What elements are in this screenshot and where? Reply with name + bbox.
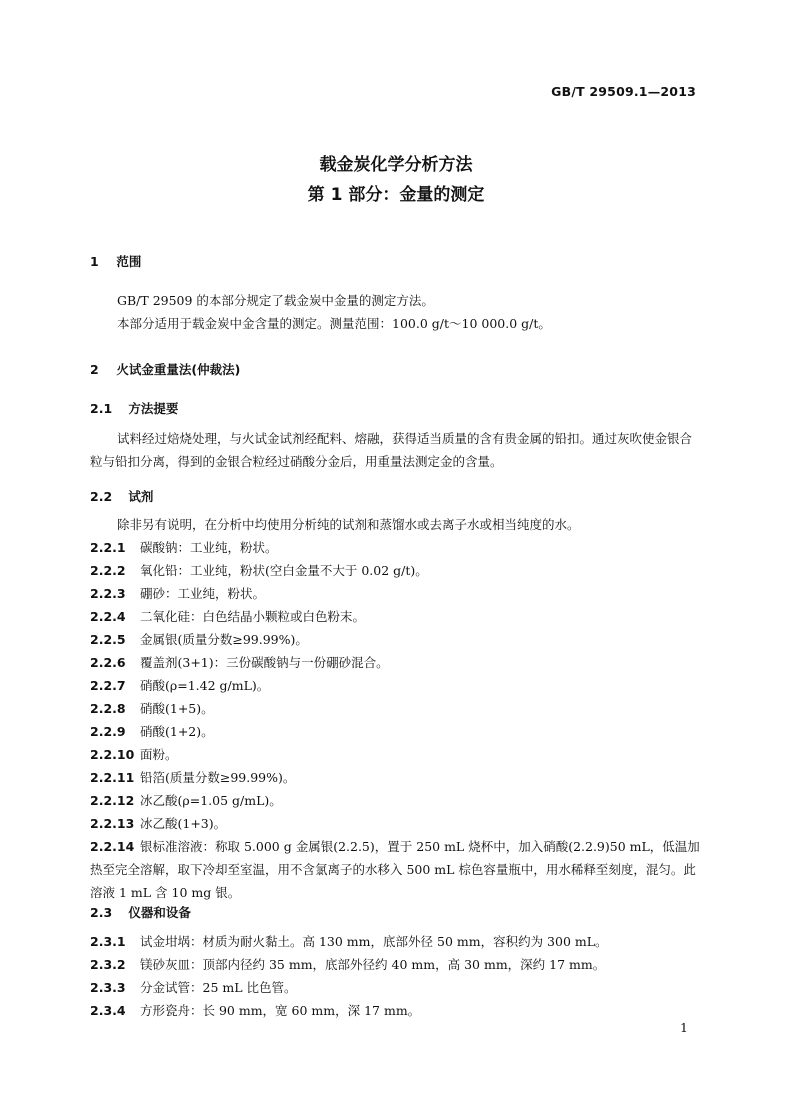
item-number: 2.2.2 (90, 563, 126, 578)
item-text: 试金坩埚：材质为耐火黏土。高 130 mm，底部外径 50 mm，容积约为 300 mL。 (140, 934, 608, 949)
reagent-item (90, 766, 702, 789)
item-text: 二氧化硅：白色结晶小颗粒或白色粉末。 (140, 609, 366, 624)
reagent-item (90, 789, 702, 812)
item-text: 冰乙酸(ρ=1.05 g/mL)。 (140, 793, 282, 808)
item-number: 2.2.4 (90, 609, 126, 624)
item-number: 2.2.8 (90, 701, 126, 716)
section-title: 试剂 (128, 489, 154, 504)
section-number: 2 (90, 362, 99, 377)
standard-code: GB/T 29509.1—2013 (551, 84, 696, 99)
item-text: 氧化铅：工业纯，粉状(空白金量不大于 0.02 g/t)。 (140, 563, 428, 578)
reagent-item (90, 697, 702, 720)
reagent-item (90, 743, 702, 766)
item-text: 冰乙酸(1+3)。 (140, 816, 227, 831)
item-number: 2.2.5 (90, 632, 126, 647)
section-title: 方法提要 (128, 401, 179, 416)
section-2-heading (90, 360, 240, 378)
equipment-item (90, 976, 702, 999)
reagent-item (90, 605, 702, 628)
reagent-item (90, 536, 702, 559)
reagent-item-silver-standard (90, 835, 702, 904)
item-number: 2.3.1 (90, 934, 126, 949)
reagent-item (90, 720, 702, 743)
item-number: 2.3.4 (90, 1003, 126, 1018)
section-number: 2.1 (90, 401, 113, 416)
item-number: 2.2.3 (90, 586, 126, 601)
method-summary-paragraph: 试料经过焙烧处理，与火试金试剂经配料、熔融，获得适当质量的含有贵金属的铅扣。通过灰吹使金银合粒与铅扣分离，得到的金银合粒经过硝酸分金后，用重量法测定金的含量。 (90, 431, 693, 469)
section-2-2-heading (90, 487, 153, 505)
item-number: 2.2.6 (90, 655, 126, 670)
item-text: 方形瓷舟：长 90 mm，宽 60 mm，深 17 mm。 (140, 1003, 421, 1018)
item-number: 2.3.2 (90, 957, 126, 972)
item-text: 硝酸(1+2)。 (140, 724, 214, 739)
section-2-1-heading (90, 399, 178, 417)
section-title: 仪器和设备 (128, 905, 191, 920)
equipment-item (90, 999, 702, 1022)
page-number: 1 (680, 1020, 688, 1035)
reagent-item (90, 651, 702, 674)
document-subtitle: 第 1 部分：金量的测定 (307, 185, 485, 205)
reagent-item (90, 582, 702, 605)
equipment-item (90, 953, 702, 976)
scope-paragraph-2: 本部分适用于载金炭中金含量的测定。测量范围：100.0 g/t～10 000.0 g/t。 (117, 316, 551, 331)
reagent-item (90, 628, 702, 651)
section-title: 范围 (116, 254, 142, 269)
section-number: 1 (90, 254, 99, 269)
item-number: 2.2.11 (90, 770, 135, 785)
section-2-3-heading (90, 903, 191, 921)
reagent-item (90, 559, 702, 582)
item-number: 2.3.3 (90, 980, 126, 995)
scope-paragraph-1: GB/T 29509 的本部分规定了载金炭中金量的测定方法。 (117, 293, 434, 308)
section-number: 2.2 (90, 489, 113, 504)
item-text: 银标准溶液：称取 5.000 g 金属银(2.2.5)，置于 250 mL 烧杯中，加入硝酸(2.2.9)50 mL，低温加热至完全溶解，取下冷却至室温，用不含氯离子的水移入 500 mL 棕色容量瓶中，用水稀释至刻度，混匀。此溶液 1 mL 含 10 mg 银。 (90, 839, 700, 900)
item-number: 2.2.10 (90, 747, 135, 762)
item-text: 硝酸(ρ=1.42 g/mL)。 (140, 678, 270, 693)
item-number: 2.2.12 (90, 793, 135, 808)
reagents-intro: 除非另有说明，在分析中均使用分析纯的试剂和蒸馏水或去离子水或相当纯度的水。 (117, 517, 580, 532)
item-text: 硝酸(1+5)。 (140, 701, 214, 716)
item-text: 镁砂灰皿：顶部内径约 35 mm，底部外径约 40 mm，高 30 mm，深约 17 mm。 (140, 957, 606, 972)
reagent-item (90, 674, 702, 697)
item-text: 铅箔(质量分数≥99.99%)。 (140, 770, 296, 785)
item-number: 2.2.14 (90, 839, 135, 854)
item-text: 面粉。 (140, 747, 178, 762)
section-title: 火试金重量法(仲裁法) (116, 362, 241, 377)
section-1-heading (90, 252, 141, 270)
item-text: 覆盖剂(3+1)：三份碳酸钠与一份硼砂混合。 (140, 655, 389, 670)
reagent-item (90, 812, 702, 835)
section-number: 2.3 (90, 905, 113, 920)
item-text: 金属银(质量分数≥99.99%)。 (140, 632, 308, 647)
document-title: 载金炭化学分析方法 (319, 155, 473, 175)
item-text: 硼砂：工业纯，粉状。 (140, 586, 266, 601)
equipment-item (90, 930, 702, 953)
item-number: 2.2.1 (90, 540, 126, 555)
item-number: 2.2.9 (90, 724, 126, 739)
item-text: 分金试管：25 mL 比色管。 (140, 980, 297, 995)
item-number: 2.2.13 (90, 816, 135, 831)
item-number: 2.2.7 (90, 678, 126, 693)
item-text: 碳酸钠：工业纯，粉状。 (140, 540, 278, 555)
